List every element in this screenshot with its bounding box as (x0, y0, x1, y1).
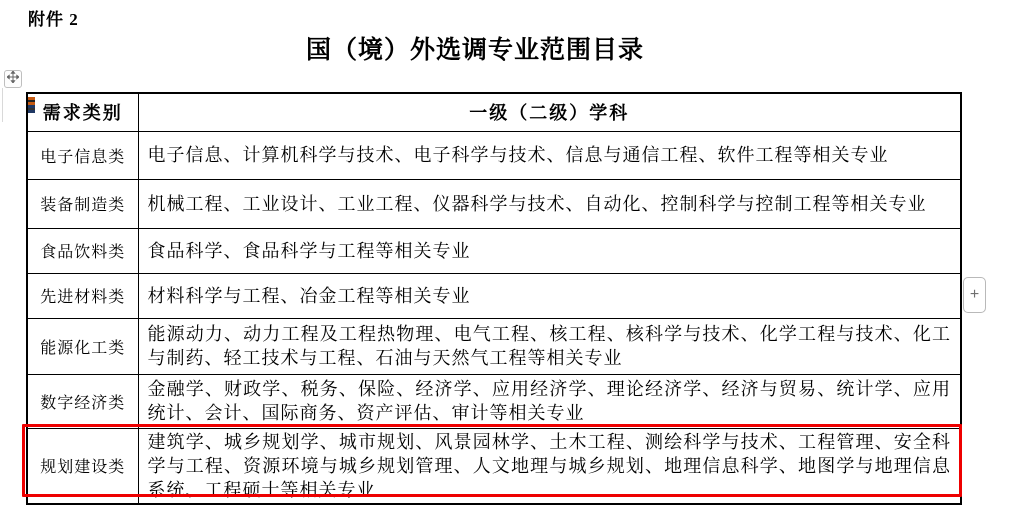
table-row (27, 228, 961, 273)
page-edge-line (2, 88, 3, 122)
table-header-row (27, 93, 961, 131)
category-cell: 先进材料类 (27, 273, 138, 318)
plus-button[interactable]: + (963, 277, 986, 313)
table-row (27, 179, 961, 228)
header-majors: 一级（二级）学科 (138, 93, 961, 131)
table-row (27, 374, 961, 428)
category-cell: 能源化工类 (27, 318, 138, 374)
specialty-table (26, 92, 962, 505)
move-icon (7, 70, 19, 88)
attachment-label: 附件 2 (28, 10, 79, 29)
table-row (27, 131, 961, 179)
table-row-highlighted (27, 428, 961, 504)
majors-cell: 建筑学、城乡规划学、城市规划、风景园林学、土木工程、测绘科学与技术、工程管理、安全科学与工程、资源环境与城乡规划管理、人文地理与城乡规划、地理信息科学、地图学与地理信息系统、工程硕士等相关专业 (138, 428, 961, 504)
majors-cell: 能源动力、动力工程及工程热物理、电气工程、核工程、核科学与技术、化学工程与技术、化工与制药、轻工技术与工程、石油与天然气工程等相关专业 (138, 318, 961, 374)
category-cell: 装备制造类 (27, 179, 138, 228)
category-cell: 食品饮料类 (27, 228, 138, 273)
majors-cell: 食品科学、食品科学与工程等相关专业 (138, 228, 961, 273)
table-move-handle[interactable] (4, 70, 22, 88)
majors-cell: 材料科学与工程、冶金工程等相关专业 (138, 273, 961, 318)
header-category: 需求类别 (27, 93, 138, 131)
page-title: 国（境）外选调专业范围目录 (305, 37, 644, 64)
table-row (27, 318, 961, 374)
category-cell: 规划建设类 (27, 428, 138, 504)
majors-cell: 电子信息、计算机科学与技术、电子科学与技术、信息与通信工程、软件工程等相关专业 (138, 131, 961, 179)
table-row (27, 273, 961, 318)
majors-cell: 金融学、财政学、税务、保险、经济学、应用经济学、理论经济学、经济与贸易、统计学、应用统计、会计、国际商务、资产评估、审计等相关专业 (138, 374, 961, 428)
category-cell: 电子信息类 (27, 131, 138, 179)
majors-cell: 机械工程、工业设计、工业工程、仪器科学与技术、自动化、控制科学与控制工程等相关专业 (138, 179, 961, 228)
category-cell: 数字经济类 (27, 374, 138, 428)
